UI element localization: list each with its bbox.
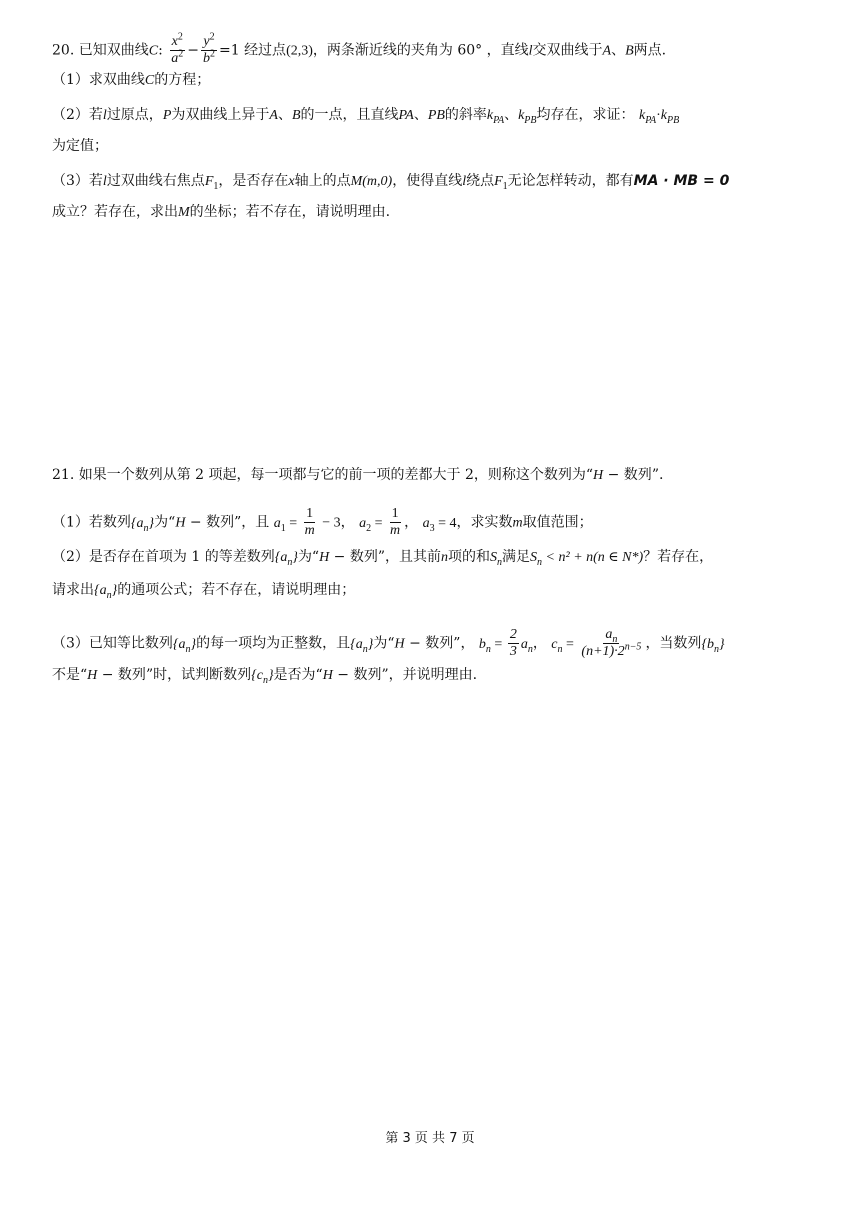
frac-1-m [388,506,402,539]
q21-part2-cont [52,579,355,602]
q21-part3 [52,627,725,660]
k: k [660,108,668,123]
q20-text: ，直线 [486,42,529,59]
text: 的每一项均为正整数，且 [196,635,351,652]
seq: {a [172,636,186,652]
F-sub: 1 [213,180,219,192]
vector-equation: MA · MB = 0 [633,173,730,189]
text: PA [398,108,414,123]
text: 轴上的点 [294,173,351,189]
text: 是否为“ [273,667,323,683]
eq: = 4 [434,515,457,531]
text: 项的和 [448,549,491,565]
text: − 3 [318,515,341,531]
text: − 数列 [329,549,378,565]
q21-part2 [52,546,713,569]
frac-num: 1 [391,506,399,521]
text: （1）求双曲线 [52,72,145,88]
sub: n [537,556,543,568]
frac-num: 1 [306,506,314,521]
sub: n [106,589,112,601]
q20-text: ，两条渐近线的夹角为 [312,42,453,59]
S: S [530,550,538,565]
a: a [359,515,367,531]
q20-colon: : [158,42,163,59]
text: ”时，试判断数列 [145,667,252,683]
c: c [551,636,558,652]
frac-num: 2 [509,627,517,642]
text: 的通项公式；若不存在，请说明理由； [117,582,356,598]
a2-expr [359,515,386,534]
q20-text: 已知双曲线 [78,42,149,59]
text: ， [340,514,355,531]
text: ， [404,514,419,531]
text: 过双曲线右焦点 [106,173,205,189]
q20-part1 [52,69,210,92]
brace: } [111,583,118,598]
a3-expr [422,515,457,534]
text: （2）是否存在首项为 1 的等差数列 [52,549,275,565]
k-pb [518,108,537,126]
brace: } [719,636,725,652]
q20-part2-cont [52,135,108,157]
sub: n [714,643,720,655]
k-sub: PB [524,114,537,126]
text: 为双曲线上异于 [171,107,270,123]
frac-x2-a2: $\frac{x^2}{a^2}$ [171,31,184,66]
text: ，求实数 [456,514,513,531]
text: − 数列 [404,635,454,652]
eq: = [285,515,301,531]
seq-an [172,636,197,655]
text: PB [427,108,445,123]
text: 为“ [297,549,320,565]
frac-den: a [171,51,179,66]
sub: 1 [280,522,286,534]
q20-text: 经过点 [244,42,287,59]
brace: } [190,636,197,652]
text: 无论怎样转动，都有 [507,173,634,189]
sub: n [143,522,149,534]
eq: = [490,636,506,652]
S: S [490,550,498,565]
q20-text: 交双曲线于 [532,42,603,59]
text: 、 [504,107,519,123]
q20-part3-cont [52,201,390,224]
q20-part2 [52,104,679,127]
F: F [204,174,214,189]
text: C [144,73,155,88]
text: ，使得直线 [392,173,463,189]
F-sub: 1 [502,180,508,192]
q20-stem: 20. 已知双曲线C: $\frac{x^2}{a^2}$ − $\frac{y^2}{b^2}$ =1 经过点(2,3)，两条渐近线的夹角为 60° ，直线l交双曲线于A、B两点. [52,31,667,66]
seq: {a [130,515,144,531]
frac-num: y [203,34,210,49]
text: （2）若 [52,107,103,123]
text: 不是“ [52,667,88,683]
q20-number: 20. [52,42,75,59]
text: （1）若数列 [52,514,131,531]
a: a [273,515,281,531]
text: ？若存在， [643,549,714,565]
text: H [319,550,330,565]
text: ”，并说明理由. [381,667,478,683]
Sn [530,550,543,568]
text: P [162,108,172,123]
q21-part1 [52,506,593,539]
text: B [291,108,301,123]
k-sub: PA [493,114,505,126]
text: 过原点， [106,107,163,123]
seq: {a [94,583,107,598]
seq: {a [350,636,363,652]
an [520,636,533,655]
frac-1-m [303,506,317,539]
text: ， [532,635,547,652]
q20-eq: =1 [218,42,240,59]
sub: n [612,633,618,645]
c: c [256,668,263,683]
brace: } [148,515,155,531]
q20-angle: 60° [457,42,483,59]
text: m [512,515,523,531]
frac-num: a [605,627,613,642]
text: (m,0) [362,174,393,189]
brace: } [367,636,374,652]
q20-A: A [602,43,612,59]
frac-cn [579,627,643,660]
cn-expr [551,636,578,655]
q20-text: 两点. [633,42,667,59]
text: 21. 如果一个数列从第 2 项起，每一项都与它的前一项的差都大于 2，则称这个数列为“ [52,467,594,483]
q21-part3-cont [52,664,477,687]
eq: = [371,515,386,531]
brace: } [267,668,274,683]
q20-line: l [528,43,533,59]
b: b [707,636,715,652]
frac-den: b [202,51,210,66]
k-product [638,108,680,126]
dot: · [656,108,661,123]
q20-part3 [52,170,729,193]
frac-num: x [171,34,178,49]
b: b [478,636,486,652]
a: a [520,636,528,652]
text: 为定值； [52,138,108,154]
text: 满足 [502,549,531,565]
sub: n [287,556,293,568]
sub: n [262,674,268,686]
page-footer [0,1127,860,1146]
text: H [175,515,186,531]
text: ”，且 [234,514,270,531]
text: − 数列 [185,514,235,531]
text: ”，且其前 [377,549,442,565]
eq: = [562,636,578,652]
text: ”， [453,635,475,652]
text: l [102,174,107,189]
inequality: < n² + n(n ∈ N*) [542,550,644,565]
k-sub: PB [667,114,680,126]
text: 绕点 [466,173,495,189]
k: k [486,108,494,123]
text: H [593,468,604,483]
a: a [422,515,430,531]
text: n [441,550,449,565]
text: 为“ [373,635,395,652]
F1 [494,174,508,192]
q20-point: (2,3) [286,43,313,59]
seq-an [94,583,118,601]
frac-den: (n+1)·2 [581,644,625,659]
text: H [87,668,98,683]
text: 的坐标；若不存在，请说明理由. [189,204,391,220]
k-sub: PA [645,114,657,126]
F: F [494,174,503,189]
text: 的斜率 [444,107,487,123]
text: （3）已知等比数列 [52,635,173,652]
text: M [178,205,190,220]
q20-sep: 、 [611,42,626,59]
sub: n [362,643,368,655]
brace: } [292,550,298,565]
q20-B: B [625,43,634,59]
k: k [518,108,525,123]
seq-bn: $\{b_n\}$ [701,636,725,655]
k: k [638,108,646,123]
text: 的一点，且直线 [300,107,399,123]
text: M [350,174,363,189]
sub: 3 [429,522,435,534]
F1 [204,174,219,192]
bn-expr [478,636,506,655]
text: 取值范围； [522,514,593,531]
text: ”. [651,467,664,483]
sub: n [185,643,191,655]
Sn [490,550,503,568]
text: ，当数列 [645,635,702,652]
text: 均存在，求证： [536,107,635,123]
frac-den: m [390,523,401,538]
sub: n [527,643,533,655]
text: x [288,174,295,189]
text: H [322,668,333,683]
text: l [462,174,467,189]
text: H [394,636,405,652]
text: − 数列 [332,667,382,683]
text: （3）若 [52,173,103,189]
text: 请求出 [52,582,94,598]
seq-an [350,636,374,655]
text: ，是否存在 [218,173,289,189]
text: 为“ [154,514,176,531]
sub: n [497,556,503,568]
seq-cn: $\{c_n\}$ [251,668,274,686]
text: 、 [413,107,428,123]
seq-an [274,550,298,568]
text: 、 [277,107,292,123]
text: A [269,108,278,123]
exp: n−5 [624,641,642,653]
sub: 2 [366,522,372,534]
text: 的方程； [154,72,211,88]
seq: {a [274,550,288,565]
frac-y2-b2: $\frac{y^2}{b^2}$ [202,31,215,66]
text: − 数列 [603,467,652,483]
seq-an [130,515,155,534]
frac-2-3 [508,627,519,660]
sub: n [557,643,563,655]
k-pa [486,108,505,126]
q20-curve: C [148,43,159,59]
page-number: 第 3 页 共 7 页 [385,1131,475,1146]
frac-den: 3 [509,644,517,659]
sub: n [485,643,491,655]
frac-den: m [304,523,315,538]
text: 成立？若存在，求出 [52,204,178,220]
text: − 数列 [97,667,146,683]
text: l [102,108,107,123]
q21-stem [52,464,663,487]
a1-expr [273,515,301,534]
